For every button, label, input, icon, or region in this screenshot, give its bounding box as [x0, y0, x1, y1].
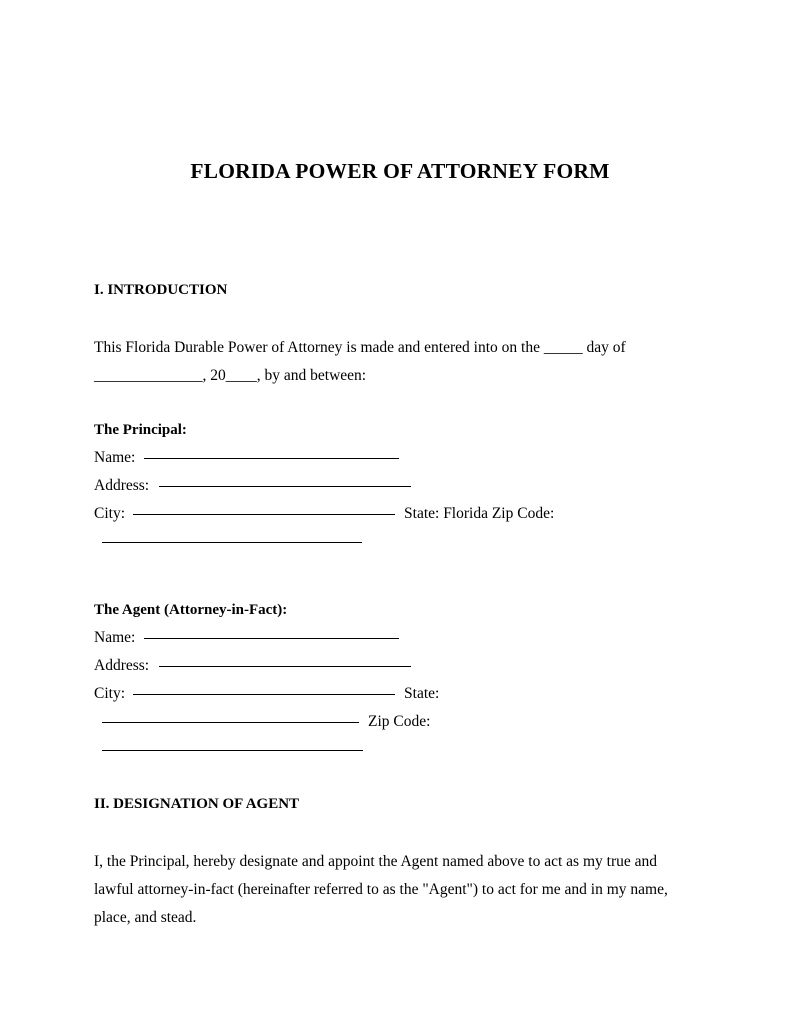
spacer: [94, 556, 684, 596]
principal-zip-field: [94, 528, 684, 556]
principal-city-label: City:: [94, 505, 126, 522]
principal-address-label: Address:: [94, 477, 150, 494]
agent-address-field: [94, 652, 684, 680]
spacer: [94, 390, 684, 416]
introduction-paragraph: This Florida Durable Power of Attorney is made and entered into on the _____ day of ______________, 20____, by and between:: [94, 339, 626, 384]
agent-state-value-field: [94, 708, 684, 736]
principal-heading: The Principal:: [94, 422, 187, 438]
agent-city-field: [94, 680, 684, 708]
principal-address-field: [94, 472, 684, 500]
designation-paragraph: I, the Principal, hereby designate and appoint the Agent named above to act as my true and lawful attorney-in-fact (hereinafter referred to as the "Agent") to act for me and in my name, place, and stead.: [94, 853, 668, 926]
spacer: [94, 764, 684, 794]
agent-zip-label: Zip Code:: [368, 713, 431, 730]
agent-city-blank[interactable]: [133, 694, 395, 695]
spacer: [94, 814, 684, 848]
principal-city-blank[interactable]: [133, 514, 395, 515]
principal-state-zip-label: State: Florida Zip Code:: [404, 505, 555, 522]
agent-name-blank[interactable]: [144, 638, 399, 639]
section-heading-designation: II. DESIGNATION OF AGENT: [94, 796, 300, 812]
principal-name-field: [94, 444, 684, 472]
agent-name-label: Name:: [94, 629, 136, 646]
principal-zip-blank[interactable]: [102, 542, 362, 543]
agent-state-label: State:: [404, 685, 440, 702]
principal-address-blank[interactable]: [159, 486, 411, 487]
agent-heading: The Agent (Attorney-in-Fact):: [94, 602, 288, 618]
agent-zip-field: [94, 736, 684, 764]
section-heading-introduction: I. INTRODUCTION: [94, 282, 228, 298]
document-body: [94, 280, 684, 932]
agent-address-label: Address:: [94, 657, 150, 674]
spacer: [94, 300, 684, 334]
agent-zip-blank[interactable]: [102, 750, 363, 751]
page-title: FLORIDA POWER OF ATTORNEY FORM: [190, 159, 610, 183]
agent-city-label: City:: [94, 685, 126, 702]
agent-address-blank[interactable]: [159, 666, 411, 667]
agent-state-blank[interactable]: [102, 722, 359, 723]
principal-name-label: Name:: [94, 449, 136, 466]
principal-city-field: [94, 500, 684, 528]
principal-name-blank[interactable]: [144, 458, 399, 459]
agent-name-field: [94, 624, 684, 652]
